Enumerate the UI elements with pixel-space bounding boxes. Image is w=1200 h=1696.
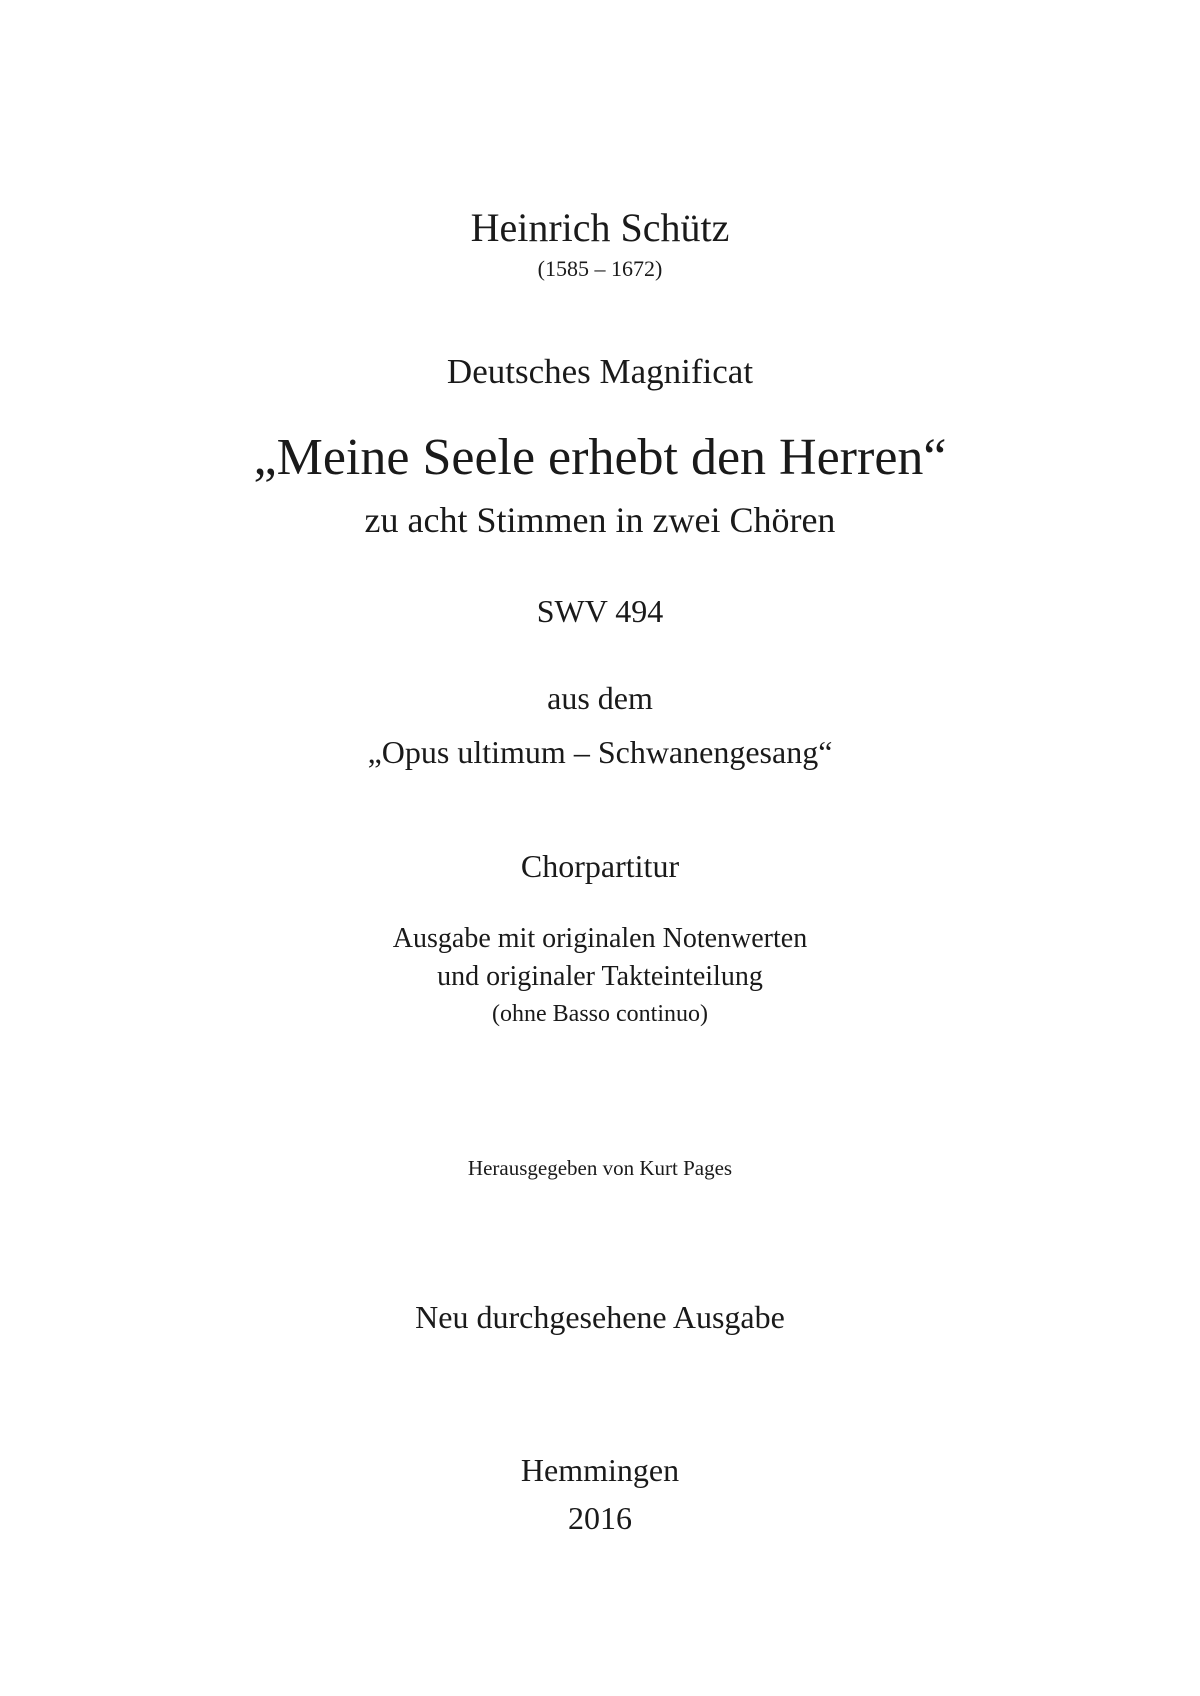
editor-credit: Herausgegeben von Kurt Pages [467, 1156, 733, 1180]
score-type: Chorpartitur [520, 848, 680, 884]
edition-note: Ausgabe mit originalen Notenwerten [392, 923, 808, 954]
imprint-place: Hemmingen [520, 1452, 680, 1488]
revised-edition-note: Neu durchgesehene Ausgabe [415, 1299, 785, 1335]
work-subtitle: Deutsches Magnificat [446, 352, 754, 391]
catalog-number: SWV 494 [536, 593, 664, 629]
edition-note: und originaler Takteinteilung [437, 961, 763, 992]
edition-note: (ohne Basso continuo) [492, 1001, 708, 1027]
collection-title: „Opus ultimum – Schwanengesang“ [367, 734, 833, 770]
composer-name: Heinrich Schütz [470, 205, 730, 250]
work-voicing: zu acht Stimmen in zwei Chören [364, 500, 836, 540]
from-label: aus dem [547, 680, 653, 716]
composer-dates: (1585 – 1672) [537, 256, 663, 281]
work-title: „Meine Seele erhebt den Herren“ [253, 429, 947, 486]
imprint-year: 2016 [568, 1500, 632, 1536]
